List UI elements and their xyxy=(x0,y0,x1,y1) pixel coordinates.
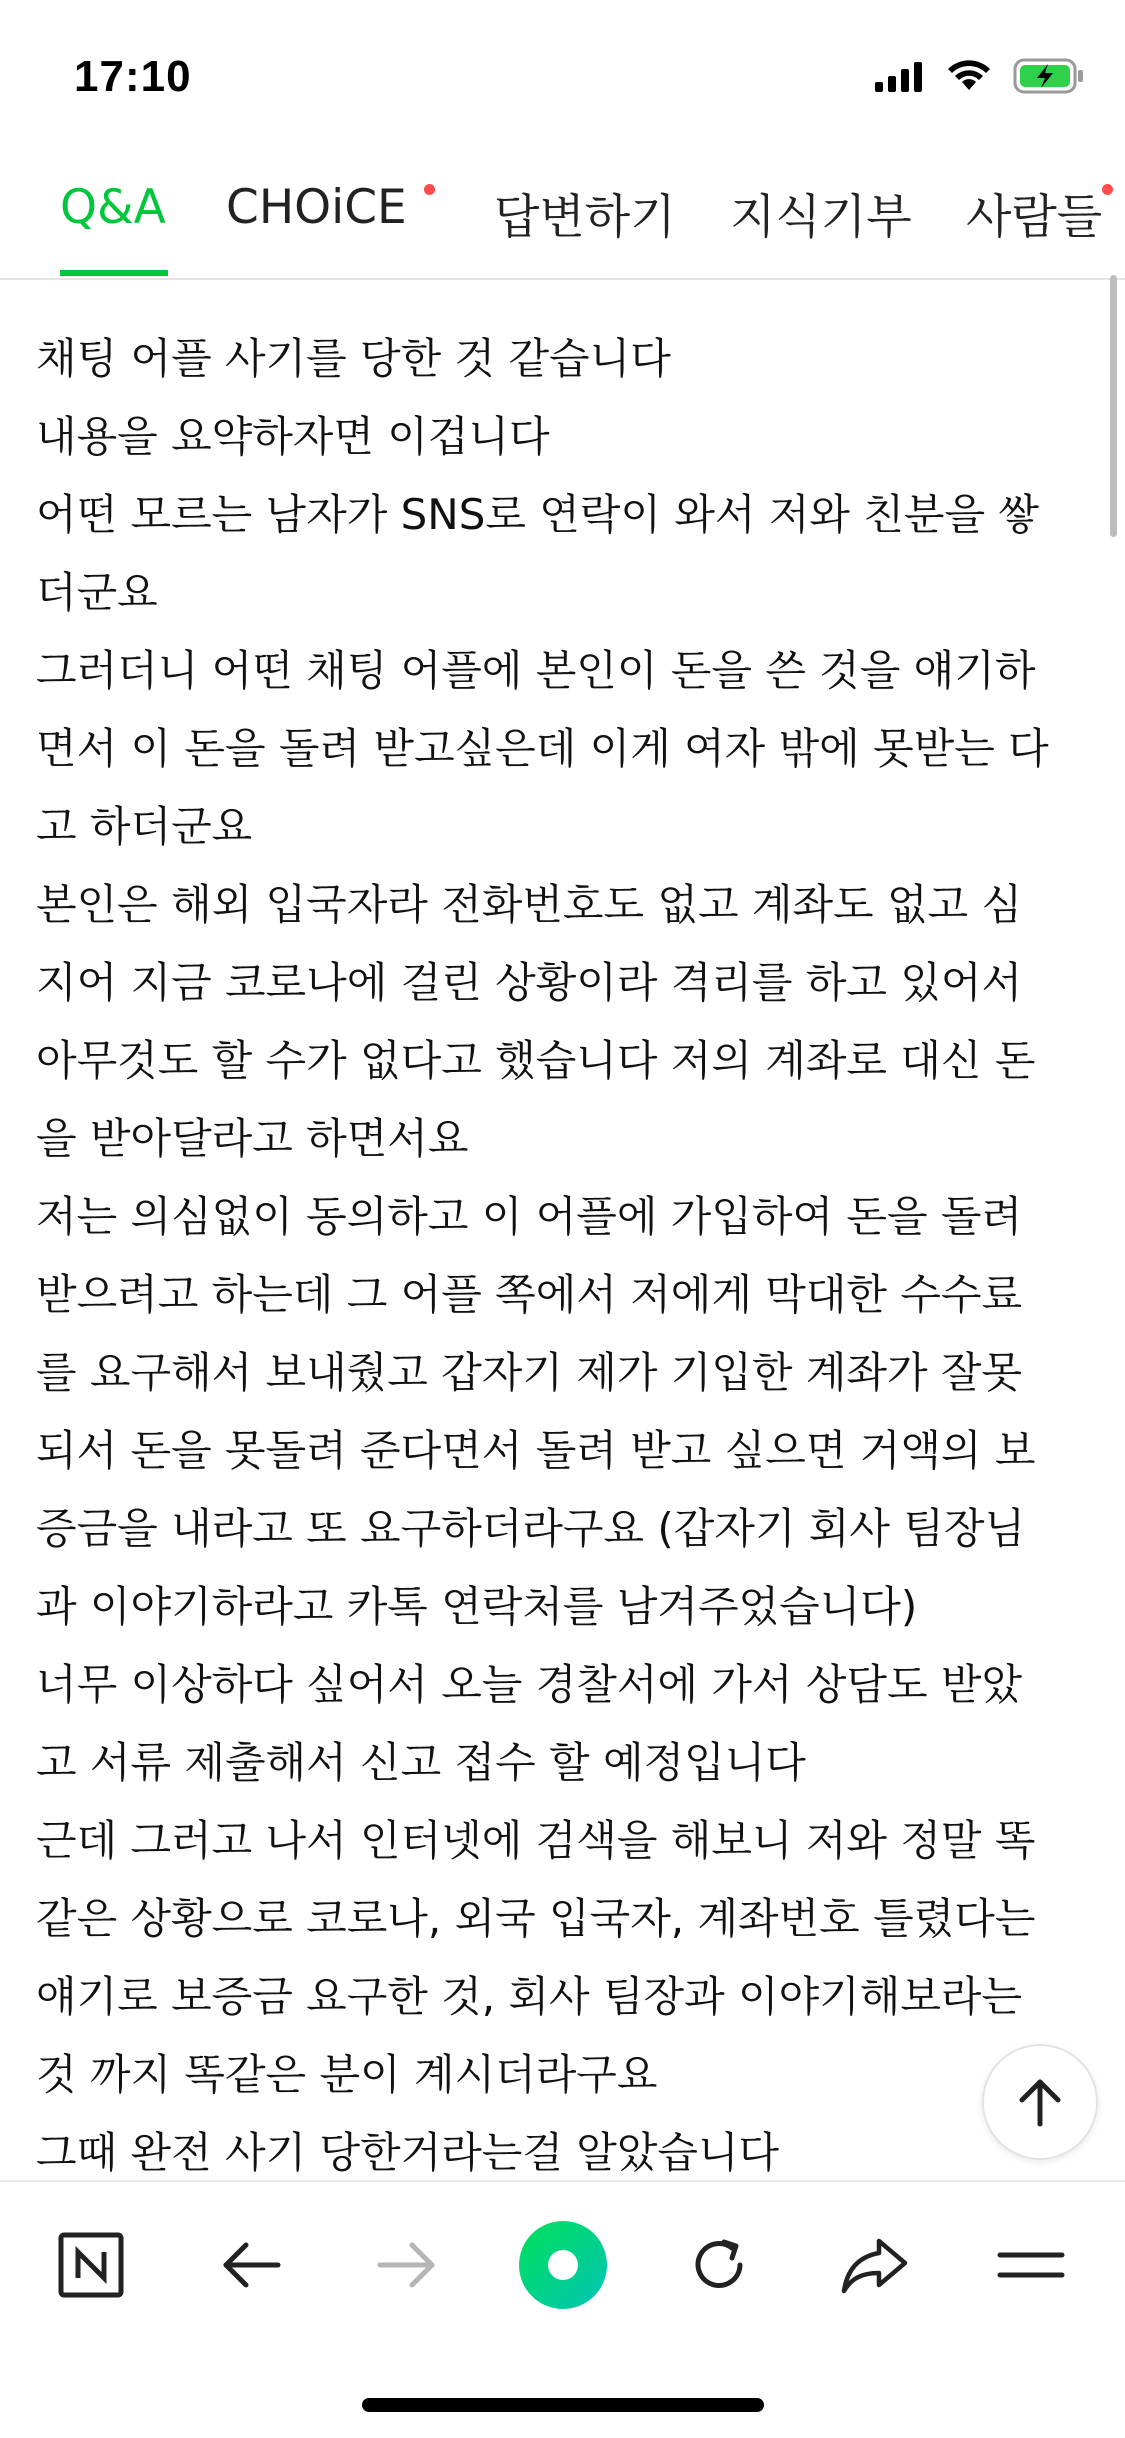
menu-button[interactable] xyxy=(976,2210,1086,2320)
wifi-icon xyxy=(947,60,991,92)
tab-knowledge-donation[interactable]: 지식기부 xyxy=(730,190,912,245)
question-body-line: 것 까지 똑같은 분이 계시더라구요 xyxy=(36,2050,658,2099)
question-body-line: 지어 지금 코로나에 걸린 상황이라 격리를 하고 있어서 xyxy=(36,958,1023,1007)
status-time: 17:10 xyxy=(74,52,192,101)
question-body-line: 본인은 해외 입국자라 전화번호도 없고 계좌도 없고 심 xyxy=(36,880,1023,929)
active-tab-underline xyxy=(60,270,168,276)
status-bar xyxy=(0,0,1125,160)
question-body-line: 을 받아달라고 하면서요 xyxy=(36,1114,469,1163)
question-body-line: 더군요 xyxy=(36,568,158,617)
question-body-line: 어떤 모르는 남자가 SNS로 연락이 와서 저와 친분을 쌓 xyxy=(36,490,1039,539)
question-body-line: 같은 상황으로 코로나, 외국 입국자, 계좌번호 틀렸다는 xyxy=(36,1894,1036,1943)
tab-answer[interactable]: 답변하기 xyxy=(494,190,676,245)
naver-n-icon xyxy=(58,2232,124,2298)
hamburger-menu-icon xyxy=(996,2245,1066,2285)
question-body-line: 내용을 요약하자면 이겁니다 xyxy=(36,412,550,461)
share-icon xyxy=(839,2235,911,2295)
question-body-line: 과 이야기하라고 카톡 연락처를 남겨주었습니다) xyxy=(36,1582,918,1631)
green-dot-icon xyxy=(517,2219,609,2311)
share-button[interactable] xyxy=(820,2210,930,2320)
question-body-line: 를 요구해서 보내줬고 갑자기 제가 기입한 계좌가 잘못 xyxy=(36,1348,1023,1397)
question-content[interactable] xyxy=(0,280,1125,2180)
forward-button[interactable] xyxy=(352,2210,462,2320)
arrow-right-icon xyxy=(376,2239,438,2291)
home-indicator xyxy=(362,2398,764,2412)
question-body-line: 얘기로 보증금 요구한 것, 회사 팀장과 이야기해보라는 xyxy=(36,1972,1023,2021)
tab-choice-new-dot xyxy=(424,184,435,195)
question-body-line: 고 하더군요 xyxy=(36,802,253,851)
status-icons xyxy=(875,58,1085,94)
question-body-line: 너무 이상하다 싶어서 오늘 경찰서에 가서 상담도 받았 xyxy=(36,1660,1023,1709)
green-dot-button[interactable] xyxy=(508,2210,618,2320)
question-body-line: 그때 완전 사기 당한거라는걸 알았습니다 xyxy=(36,2128,780,2177)
question-body-line: 아무것도 할 수가 없다고 했습니다 저의 계좌로 대신 돈 xyxy=(36,1036,1036,1085)
naver-home-button[interactable] xyxy=(36,2210,146,2320)
arrow-up-icon xyxy=(1016,2076,1064,2128)
reload-icon xyxy=(686,2232,752,2298)
question-body-line: 고 서류 제출해서 신고 접수 할 예정입니다 xyxy=(36,1738,806,1787)
tab-people-new-dot xyxy=(1102,184,1113,195)
category-tabs xyxy=(0,160,1125,280)
question-body-line: 근데 그러고 나서 인터넷에 검색을 해보니 저와 정말 똑 xyxy=(36,1816,1036,1865)
tab-qna[interactable]: Q&A xyxy=(60,180,166,235)
question-body-line: 채팅 어플 사기를 당한 것 같습니다 xyxy=(36,334,671,383)
question-body-line: 받으려고 하는데 그 어플 쪽에서 저에게 막대한 수수료 xyxy=(36,1270,1023,1319)
question-body-line: 면서 이 돈을 돌려 받고싶은데 이게 여자 밖에 못받는 다 xyxy=(36,724,1049,773)
scrollbar[interactable] xyxy=(1110,275,1117,537)
back-button[interactable] xyxy=(196,2210,306,2320)
question-body-line: 증금을 내라고 또 요구하더라구요 (갑자기 회사 팀장님 xyxy=(36,1504,1026,1553)
arrow-left-icon xyxy=(220,2239,282,2291)
reload-button[interactable] xyxy=(664,2210,774,2320)
tab-people[interactable]: 사람들 xyxy=(966,190,1103,245)
scroll-to-top-button[interactable] xyxy=(982,2044,1098,2160)
question-body-line: 되서 돈을 못돌려 준다면서 돌려 받고 싶으면 거액의 보 xyxy=(36,1426,1036,1475)
tab-choice[interactable]: CHOiCE xyxy=(226,180,407,235)
battery-charging-icon xyxy=(1013,58,1085,94)
question-body xyxy=(36,320,1076,2180)
cellular-signal-icon xyxy=(875,60,925,92)
question-body-line: 그러더니 어떤 채팅 어플에 본인이 돈을 쓴 것을 얘기하 xyxy=(36,646,1036,695)
question-body-line: 저는 의심없이 동의하고 이 어플에 가입하여 돈을 돌려 xyxy=(36,1192,1023,1241)
